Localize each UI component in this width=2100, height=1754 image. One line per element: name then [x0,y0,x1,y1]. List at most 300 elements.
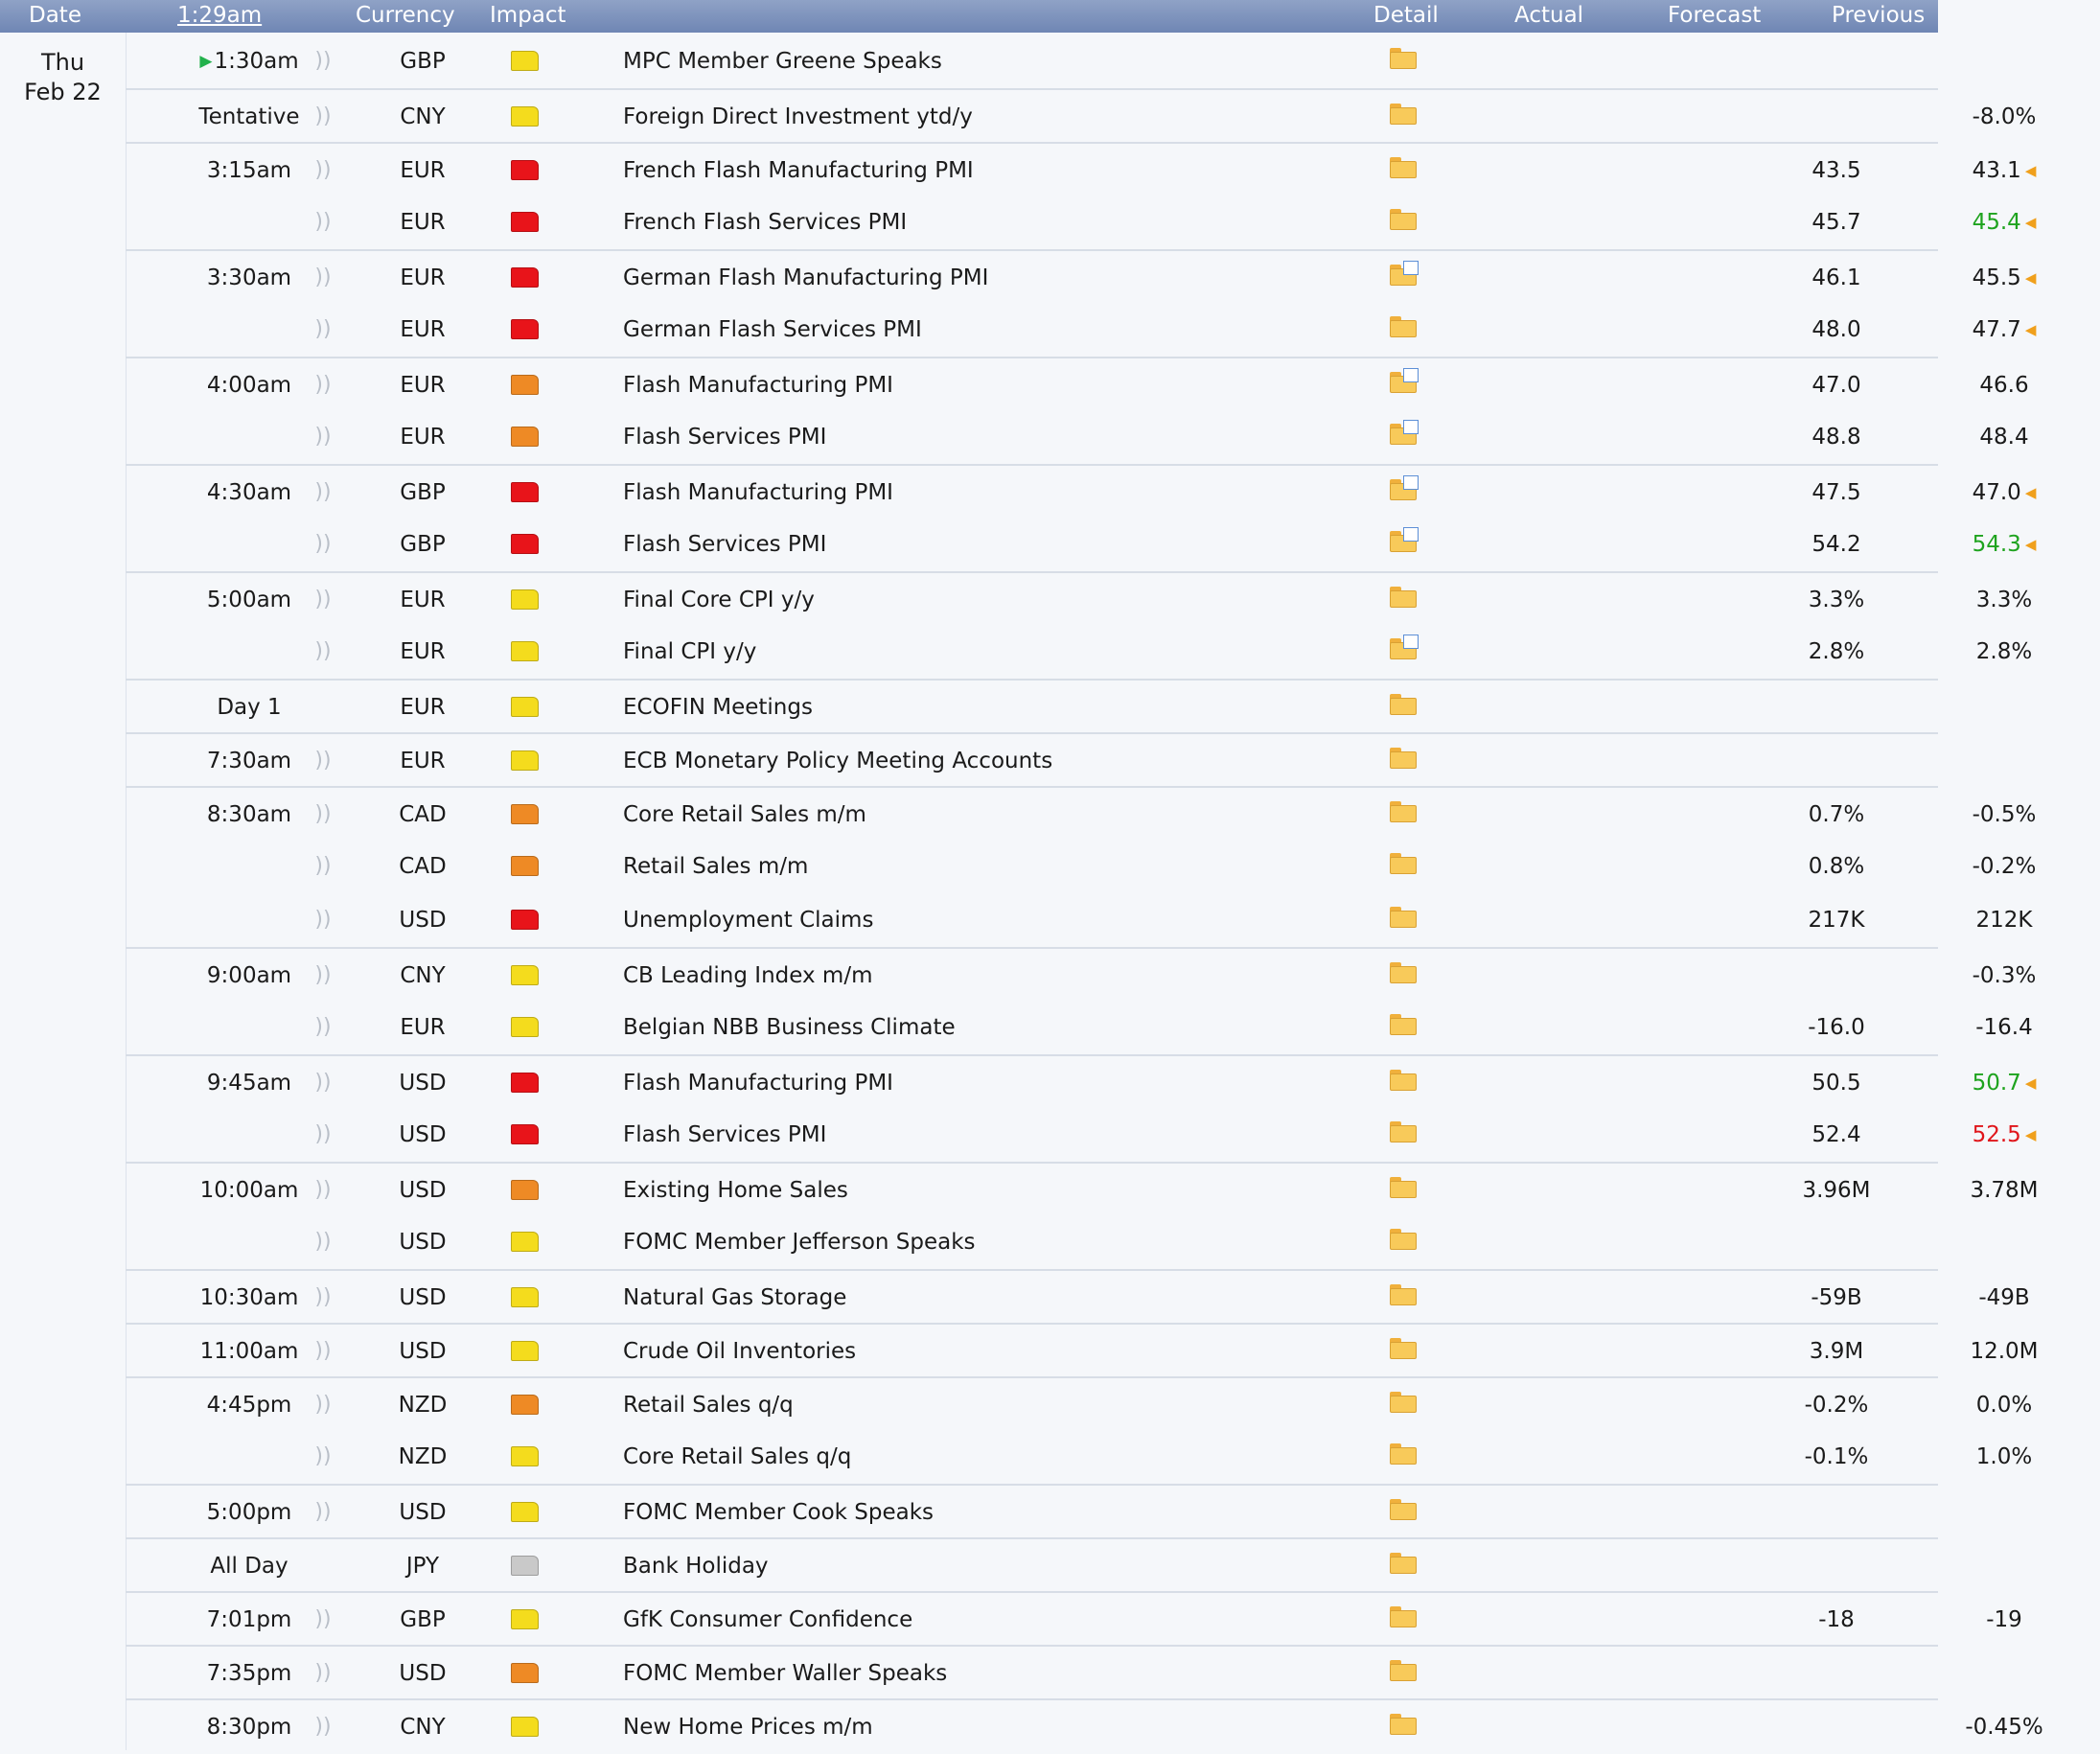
event-currency: EUR [400,425,446,450]
detail-folder-icon[interactable] [1390,1392,1417,1413]
sound-icon[interactable]: )) [314,265,332,289]
folder-body [1390,805,1417,822]
sound-icon[interactable]: )) [314,1393,332,1417]
table-row [126,1591,2022,1647]
sound-icon[interactable]: )) [314,480,332,504]
event-previous-value: -0.3% [1972,963,2037,988]
event-forecast: 46.1 [1812,265,1861,290]
impact-folder-icon[interactable] [511,1663,539,1683]
event-previous [1908,1325,2100,1378]
detail-folder-icon[interactable] [1390,479,1417,500]
table-row [126,88,2037,144]
event-title[interactable]: Retail Sales m/m [623,854,809,879]
detail-folder-icon[interactable] [1390,209,1417,230]
event-time-text: 5:00pm [206,1500,292,1525]
event-title[interactable]: French Flash Services PMI [623,210,908,235]
folder-body [1390,52,1417,69]
detail-folder-icon[interactable] [1390,372,1417,393]
event-forecast: 48.0 [1812,317,1861,342]
event-currency: CAD [399,802,447,827]
impact-folder-icon[interactable] [511,534,539,554]
event-previous-value: 0.0% [1975,1393,2033,1418]
event-time-text: 3:15am [206,158,292,183]
detail-folder-icon[interactable] [1390,48,1417,69]
event-previous-value: 2.8% [1975,639,2033,664]
event-currency: CNY [400,963,446,988]
event-previous-value: 1.0% [1975,1444,2033,1469]
event-previous-value: -8.0% [1972,104,2037,129]
event-time-text: 5:00am [206,588,292,612]
sound-icon[interactable]: )) [314,49,332,73]
event-title[interactable]: German Flash Services PMI [623,317,922,342]
table-row [126,196,2037,249]
revised-arrow-icon[interactable]: ◀ [2024,214,2037,231]
sound-icon[interactable]: )) [314,1122,332,1146]
impact-folder-icon[interactable] [511,1341,539,1361]
event-currency: USD [399,1122,447,1147]
event-previous-value: 47.0 [1972,480,2021,505]
sound-icon[interactable]: )) [314,854,332,878]
event-forecast: 43.5 [1812,158,1861,183]
detail-updated-mark [1403,368,1419,382]
event-previous [1908,949,2100,1003]
detail-folder-icon[interactable] [1390,531,1417,552]
event-forecast: 3.96M [1802,1178,1871,1203]
table-row [126,1537,1938,1593]
event-time-text: 8:30am [206,802,292,827]
folder-body [1390,1288,1417,1305]
date-day: Feb 22 [24,79,102,105]
event-previous [1908,1700,2100,1754]
impact-folder-icon[interactable] [511,212,539,232]
event-previous [1908,573,2100,627]
detail-updated-mark [1403,261,1419,275]
detail-updated-mark [1403,475,1419,490]
sound-icon[interactable]: )) [314,373,332,397]
impact-folder-icon[interactable] [511,1124,539,1144]
impact-folder-icon[interactable] [511,804,539,824]
event-previous [1908,1001,2100,1054]
sound-icon[interactable]: )) [314,1607,332,1631]
event-title[interactable]: MPC Member Greene Speaks [623,49,942,74]
sound-icon[interactable]: )) [314,588,332,612]
event-title[interactable]: Foreign Direct Investment ytd/y [623,104,973,129]
detail-folder-icon[interactable] [1390,1338,1417,1359]
sound-icon[interactable]: )) [314,639,332,663]
event-title[interactable]: Existing Home Sales [623,1178,848,1203]
event-forecast: -0.1% [1804,1444,1869,1469]
event-previous [1908,1430,2100,1484]
event-currency: EUR [400,588,446,612]
sound-icon[interactable]: )) [314,1661,332,1685]
table-row [126,1698,2043,1754]
detail-folder-icon[interactable] [1390,748,1417,769]
table-row [126,249,2037,305]
event-currency: CAD [399,854,447,879]
event-currency: USD [399,908,447,933]
event-previous [1908,303,2100,358]
sound-icon[interactable]: )) [314,425,332,449]
event-previous-value: 12.0M [1970,1339,2039,1364]
event-time-text: 7:35pm [206,1661,292,1686]
date-weekday: Thu [40,49,85,76]
sound-icon[interactable]: )) [314,1015,332,1039]
detail-folder-icon[interactable] [1390,265,1417,286]
sound-icon[interactable]: )) [314,1715,332,1739]
table-row [126,1054,2037,1110]
folder-body [1390,320,1417,337]
revised-arrow-icon[interactable]: ◀ [2024,321,2037,338]
event-time [158,1539,340,1593]
detail-folder-icon[interactable] [1390,157,1417,178]
next-event-icon: ▶ [199,52,213,71]
event-title[interactable]: Flash Manufacturing PMI [623,480,893,505]
event-title[interactable]: Flash Services PMI [623,1122,827,1147]
event-currency: CNY [400,1715,446,1740]
detail-folder-icon[interactable] [1390,1229,1417,1250]
impact-folder-icon[interactable] [511,1556,539,1576]
event-currency: EUR [400,210,446,235]
folder-body [1390,1610,1417,1627]
event-title[interactable]: Core Retail Sales q/q [623,1444,852,1469]
impact-folder-icon[interactable] [511,427,539,447]
event-previous-value: -49B [1978,1285,2030,1310]
detail-folder-icon[interactable] [1390,316,1417,337]
table-row [126,1376,2033,1432]
revised-arrow-icon[interactable]: ◀ [2024,269,2037,287]
folder-body [1390,1718,1417,1735]
sound-icon[interactable]: )) [314,1500,332,1524]
event-previous [1908,840,2100,893]
event-title[interactable]: Retail Sales q/q [623,1393,794,1418]
event-forecast: -18 [1818,1607,1855,1632]
table-row [126,1430,2033,1484]
event-forecast: 3.3% [1808,588,1865,612]
event-forecast: 0.8% [1808,854,1865,879]
header-forecast: Forecast [1668,3,1762,28]
sound-icon[interactable]: )) [314,802,332,826]
event-currency: USD [399,1339,447,1364]
event-title[interactable]: Flash Manufacturing PMI [623,1071,893,1096]
event-title[interactable]: New Home Prices m/m [623,1715,873,1740]
folder-body [1390,1447,1417,1465]
event-previous [1908,358,2100,412]
table-row [126,1645,1938,1700]
event-forecast: 52.4 [1812,1122,1861,1147]
detail-folder-icon[interactable] [1390,694,1417,715]
event-title[interactable]: Flash Services PMI [623,425,827,450]
event-forecast: 3.9M [1809,1339,1864,1364]
sound-icon[interactable]: )) [314,749,332,773]
sound-icon[interactable]: )) [314,1444,332,1468]
event-time-text: 3:30am [206,265,292,290]
event-title[interactable]: FOMC Member Jefferson Speaks [623,1230,976,1255]
event-title[interactable]: Unemployment Claims [623,908,874,933]
event-time-text: 4:00am [206,373,292,398]
folder-body [1390,751,1417,769]
event-title[interactable]: Belgian NBB Business Climate [623,1015,956,1040]
impact-folder-icon[interactable] [511,1717,539,1737]
revised-arrow-icon[interactable]: ◀ [2024,484,2037,501]
event-previous [1908,1164,2100,1217]
folder-body [1390,107,1417,125]
impact-folder-icon[interactable] [511,1395,539,1415]
event-previous [1908,788,2100,842]
event-title[interactable]: ECOFIN Meetings [623,695,813,720]
event-forecast: 2.8% [1808,639,1865,664]
impact-folder-icon[interactable] [511,697,539,717]
revised-arrow-icon[interactable]: ◀ [2024,162,2037,179]
table-row [126,303,2037,357]
sound-icon[interactable]: )) [314,532,332,556]
event-previous [1908,90,2100,144]
event-previous-value: 45.4 [1972,210,2021,235]
event-currency: USD [399,1661,447,1686]
event-title[interactable]: Bank Holiday [623,1554,769,1579]
event-forecast: 54.2 [1812,532,1861,557]
detail-folder-icon[interactable] [1390,587,1417,608]
event-time-text: All Day [210,1554,288,1579]
event-forecast: -59B [1811,1285,1862,1310]
impact-folder-icon[interactable] [511,1502,539,1522]
event-title[interactable]: Core Retail Sales m/m [623,802,866,827]
event-previous-value: 212K [1975,908,2033,933]
detail-folder-icon[interactable] [1390,1070,1417,1091]
detail-folder-icon[interactable] [1390,801,1417,822]
revised-arrow-icon[interactable]: ◀ [2024,1126,2037,1143]
event-currency: EUR [400,695,446,720]
folder-body [1390,213,1417,230]
event-time-text: 4:30am [206,480,292,505]
current-time-link[interactable]: 1:29am [177,3,263,28]
event-forecast: 47.0 [1812,373,1861,398]
folder-body [1390,1233,1417,1250]
detail-folder-icon[interactable] [1390,1443,1417,1465]
impact-folder-icon[interactable] [511,1232,539,1252]
detail-folder-icon[interactable] [1390,638,1417,659]
detail-folder-icon[interactable] [1390,1714,1417,1735]
event-previous [1908,1271,2100,1325]
table-row [126,1323,2039,1378]
sound-icon[interactable]: )) [314,1230,332,1254]
table-row [126,786,2037,842]
detail-folder-icon[interactable] [1390,104,1417,125]
event-time-text: Tentative [198,104,300,129]
event-previous-value: 46.6 [1979,373,2029,398]
folder-body [1390,1018,1417,1035]
event-previous [1908,518,2100,573]
folder-body [1390,1664,1417,1681]
impact-folder-icon[interactable] [511,1180,539,1200]
event-forecast: -16.0 [1808,1015,1865,1040]
impact-folder-icon[interactable] [511,750,539,771]
event-currency: EUR [400,749,446,773]
header-actual: Actual [1514,3,1584,28]
event-previous [1908,144,2100,199]
event-currency: USD [399,1500,447,1525]
table-row [126,1484,1938,1539]
revised-arrow-icon[interactable]: ◀ [2024,1074,2037,1092]
table-row [126,357,2029,412]
header-currency: Currency [356,3,455,28]
table-row [126,1162,2039,1217]
sound-icon[interactable]: )) [314,317,332,341]
impact-folder-icon[interactable] [511,1017,539,1037]
impact-folder-icon[interactable] [511,1287,539,1307]
header-previous: Previous [1832,3,1926,28]
event-currency: JPY [405,1554,440,1579]
event-previous [1908,1378,2100,1432]
detail-updated-mark [1403,527,1419,542]
sound-icon[interactable]: )) [314,1178,332,1202]
event-currency: EUR [400,265,446,290]
folder-body [1390,161,1417,178]
event-previous-value: -16.4 [1975,1015,2033,1040]
detail-folder-icon[interactable] [1390,1121,1417,1142]
impact-folder-icon[interactable] [511,1609,539,1629]
sound-icon[interactable]: )) [314,963,332,987]
event-previous [1908,625,2100,679]
event-previous [1908,410,2100,464]
event-previous-value: 48.4 [1979,425,2029,450]
event-title[interactable]: Flash Manufacturing PMI [623,373,893,398]
event-currency: USD [399,1178,447,1203]
event-currency: CNY [400,104,446,129]
detail-folder-icon[interactable] [1390,1499,1417,1520]
event-title[interactable]: GfK Consumer Confidence [623,1607,913,1632]
impact-folder-icon[interactable] [511,910,539,930]
detail-folder-icon[interactable] [1390,1553,1417,1574]
impact-folder-icon[interactable] [511,106,539,127]
sound-icon[interactable]: )) [314,1339,332,1363]
event-forecast: 48.8 [1812,425,1861,450]
table-row [126,464,2037,519]
impact-folder-icon[interactable] [511,267,539,288]
sound-icon[interactable]: )) [314,158,332,182]
impact-folder-icon[interactable] [511,1073,539,1093]
impact-folder-icon[interactable] [511,856,539,876]
detail-folder-icon[interactable] [1390,962,1417,983]
event-currency: GBP [400,480,446,505]
table-row [126,518,2037,571]
event-time-text: Day 1 [217,695,282,720]
event-title[interactable]: Final Core CPI y/y [623,588,815,612]
event-previous-value: -0.2% [1972,854,2037,879]
impact-folder-icon[interactable] [511,641,539,661]
revised-arrow-icon[interactable]: ◀ [2024,536,2037,553]
table-row [126,947,2037,1003]
event-previous-value: 54.3 [1972,532,2021,557]
event-currency: USD [399,1285,447,1310]
table-row [126,142,2037,197]
event-previous-value: -0.5% [1972,802,2037,827]
event-currency: USD [399,1071,447,1096]
event-previous-value: 50.7 [1972,1071,2021,1096]
detail-folder-icon[interactable] [1390,1284,1417,1305]
sound-icon[interactable]: )) [314,1285,332,1309]
event-title[interactable]: Final CPI y/y [623,639,757,664]
detail-folder-icon[interactable] [1390,1660,1417,1681]
detail-folder-icon[interactable] [1390,424,1417,445]
event-time-text: 4:45pm [206,1393,292,1418]
impact-folder-icon[interactable] [511,375,539,395]
event-title[interactable]: FOMC Member Cook Speaks [623,1500,935,1525]
event-currency: EUR [400,373,446,398]
table-row [126,571,2033,627]
folder-body [1390,1342,1417,1359]
folder-body [1390,966,1417,983]
detail-folder-icon[interactable] [1390,1177,1417,1198]
table-row [126,1108,2037,1162]
table-row [126,679,1938,734]
header-impact: Impact [490,3,566,28]
event-title[interactable]: ECB Monetary Policy Meeting Accounts [623,749,1053,773]
event-previous [1908,251,2100,307]
event-previous-value: 3.3% [1975,588,2033,612]
sound-icon[interactable]: )) [314,104,332,128]
event-currency: USD [399,1230,447,1255]
folder-body [1390,1073,1417,1091]
event-time-text: 9:45am [206,1071,292,1096]
event-time-text: 7:30am [206,749,292,773]
impact-folder-icon[interactable] [511,482,539,502]
event-title[interactable]: French Flash Manufacturing PMI [623,158,974,183]
impact-folder-icon[interactable] [511,589,539,610]
event-forecast: 217K [1808,908,1865,933]
event-currency: EUR [400,639,446,664]
event-title[interactable]: Flash Services PMI [623,532,827,557]
event-title[interactable]: German Flash Manufacturing PMI [623,265,989,290]
event-currency: EUR [400,158,446,183]
event-currency: NZD [398,1393,448,1418]
impact-folder-icon[interactable] [511,51,539,71]
event-previous-value: 3.78M [1970,1178,2039,1203]
detail-folder-icon[interactable] [1390,907,1417,928]
impact-folder-icon[interactable] [511,1446,539,1466]
folder-body [1390,1125,1417,1142]
event-currency: GBP [400,1607,446,1632]
event-title[interactable]: Natural Gas Storage [623,1285,847,1310]
table-row [126,840,2037,893]
event-previous [1908,1056,2100,1112]
sound-icon[interactable]: )) [314,908,332,932]
event-title[interactable]: FOMC Member Waller Speaks [623,1661,948,1686]
impact-folder-icon[interactable] [511,965,539,985]
sound-icon[interactable]: )) [314,1071,332,1095]
impact-folder-icon[interactable] [511,160,539,180]
event-title[interactable]: CB Leading Index m/m [623,963,873,988]
event-time-text: 10:00am [199,1178,299,1203]
event-time-text: 1:30am [214,49,299,74]
sound-icon[interactable]: )) [314,210,332,234]
detail-folder-icon[interactable] [1390,853,1417,874]
table-header [0,0,1938,33]
impact-folder-icon[interactable] [511,319,539,339]
table-row [126,625,2033,679]
event-previous [1908,1593,2100,1647]
event-currency: EUR [400,1015,446,1040]
event-time-text: 11:00am [199,1339,299,1364]
folder-body [1390,590,1417,608]
event-title[interactable]: Crude Oil Inventories [623,1339,857,1364]
table-row [126,893,2033,947]
folder-body [1390,1503,1417,1520]
event-previous-value: -19 [1986,1607,2022,1632]
detail-folder-icon[interactable] [1390,1014,1417,1035]
folder-body [1390,1396,1417,1413]
detail-folder-icon[interactable] [1390,1606,1417,1627]
event-previous [1908,1108,2100,1164]
